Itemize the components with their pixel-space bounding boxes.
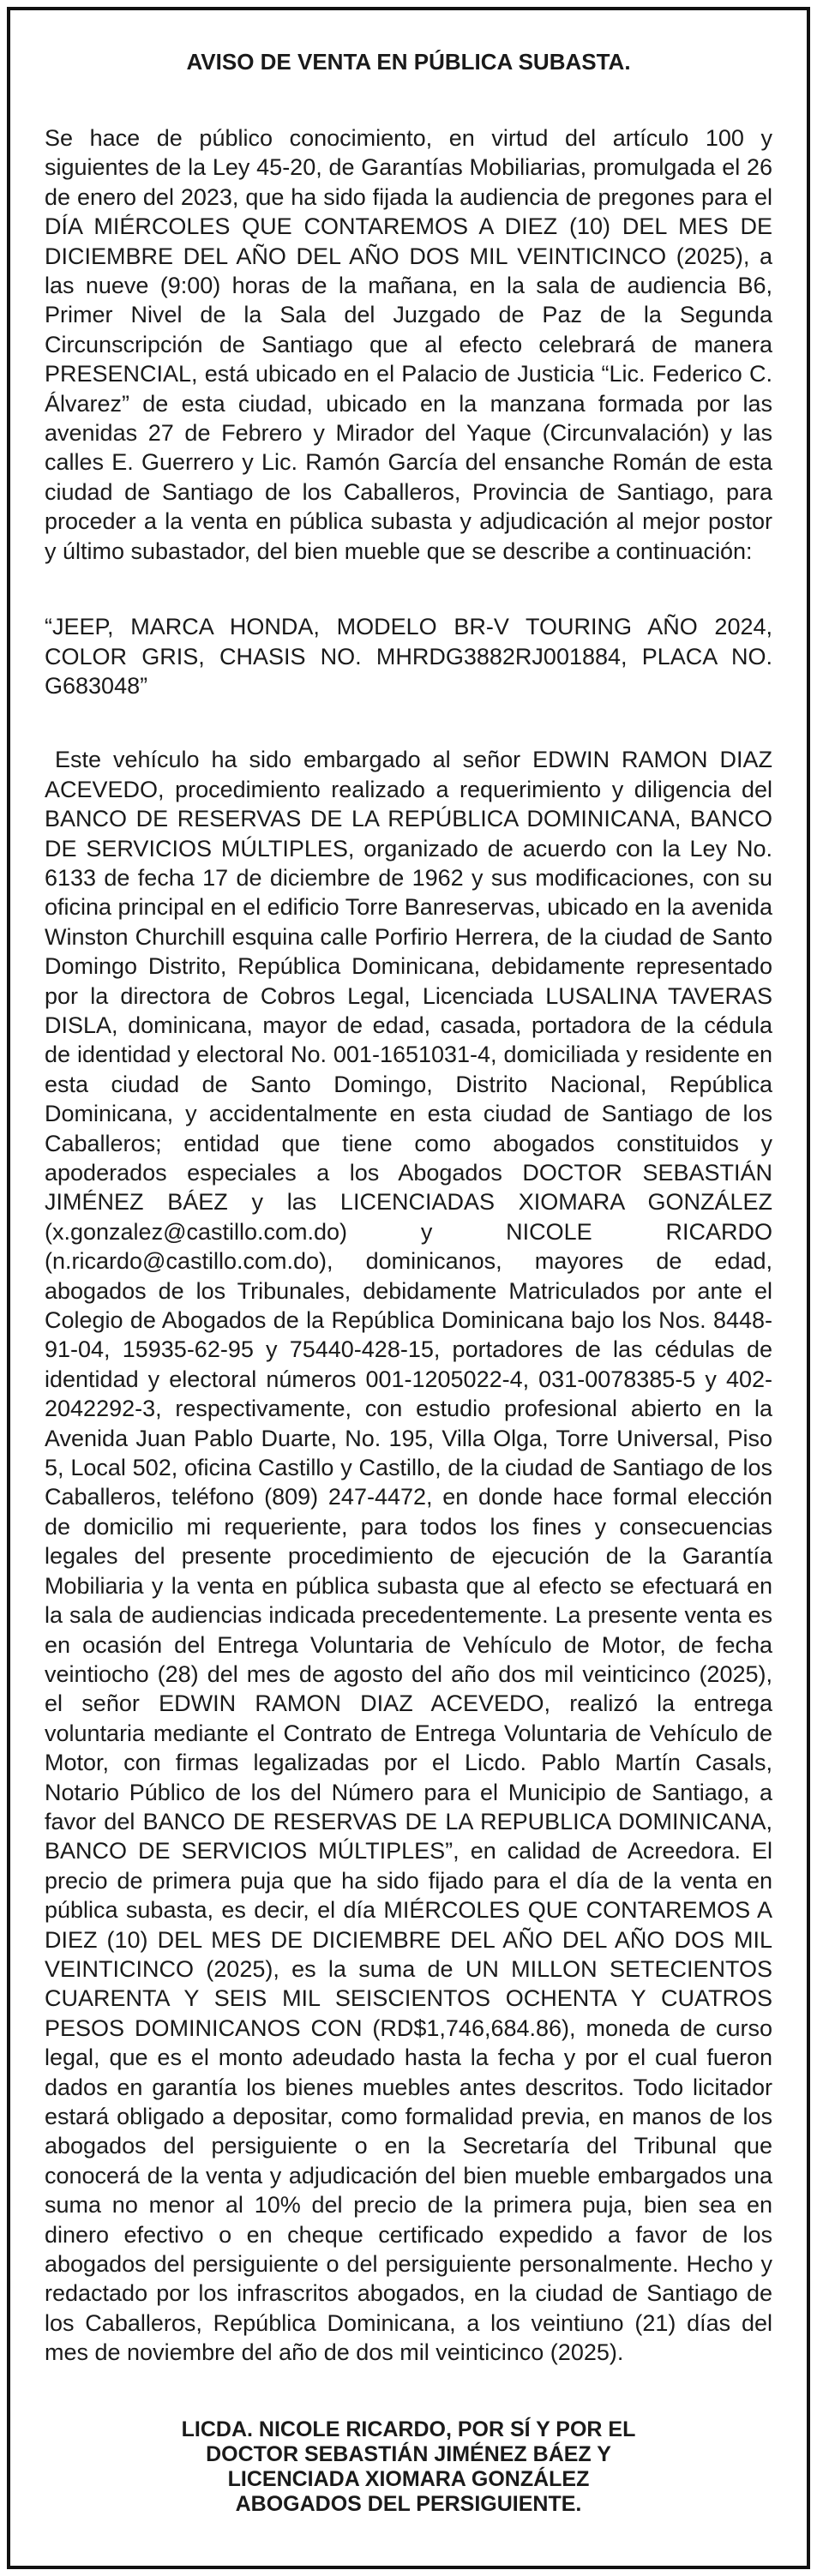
signature-line: DOCTOR SEBASTIÁN JIMÉNEZ BÁEZ Y — [206, 2441, 611, 2466]
signature-line: LICENCIADA XIOMARA GONZÁLEZ — [227, 2466, 590, 2491]
notice-frame — [7, 7, 810, 2569]
signature-line: LICDA. NICOLE RICARDO, POR SÍ Y POR EL — [181, 2417, 636, 2441]
notice-paragraph-details: Este vehículo ha sido embargado al señor EDWIN RAMON DIAZ ACEVEDO, procedimiento realizado a requerimiento y diligencia del BANCO DE RESERVAS DE LA REPÚBLICA DOMINICANA, BANCO DE SERVICIOS MÚLTIPLES, organizado de acuerdo con la Ley No. 6133 de fecha 17 de diciembre de 1962 y sus modificaciones, con su oficina principal en el edificio Torre Banreservas, ubicado en la avenida Winston Churchill esquina calle Porfirio Herrera, de la ciudad de Santo Domingo Distrito, República Dominicana, debidamente representado por la directora de Cobros Legal, Licenciada LUSALINA TAVERAS DISLA, dominicana, mayor de edad, casada, portadora de la cédula de identidad y electoral No. 001-1651031-4, domiciliada y residente en esta ciudad de Santo Domingo, Distrito Nacional, República Dominicana, y accidentalmente en esta ciudad de Santiago de los Caballeros; entidad que tiene como abogados constituidos y apoderados especiales a los Abogados DOCTOR SEBASTIÁN JIMÉNEZ BÁEZ y las LICENCIADAS XIOMARA GONZÁLEZ (x.gonzalez@castillo.com.do) y NICOLE RICARDO (n.ricardo@castillo.com.do), dominicanos, mayores de edad, abogados de los Tribunales, debidamente Matriculados por ante el Colegio de Abogados de la República Dominicana bajo los Nos. 8448-91-04, 15935-62-95 y 75440-428-15, portadores de las cédulas de identidad y electoral números 001-1205022-4, 031-0078385-5 y 402-2042292-3, respectivamente, con estudio profesional abierto en la Avenida Juan Pablo Duarte, No. 195, Villa Olga, Torre Universal, Piso 5, Local 502, oficina Castillo y Castillo, de la ciudad de Santiago de los Caballeros, teléfono (809) 247-4472, en donde hace formal elección de domicilio mi requeriente, para todos los fines y consecuencias legales del presente procedimiento de ejecución de la Garantía Mobiliaria y la venta en pública subasta que al efecto se efectuará en la sala de audiencias indicada precedentemente. La presente venta es en ocasión del Entrega Voluntaria de Vehículo de Motor, de fecha veintiocho (28) del mes de agosto del año dos mil veinticinco (2025), el señor EDWIN RAMON DIAZ ACEVEDO, realizó la entrega voluntaria mediante el Contrato de Entrega Voluntaria de Vehículo de Motor, con firmas legalizadas por el Licdo. Pablo Martín Casals, Notario Público de los del Número para el Municipio de Santiago, a favor del BANCO DE RESERVAS DE LA REPUBLICA DOMINICANA, BANCO DE SERVICIOS MÚLTIPLES”, en calidad de Acreedora. El precio de primera puja que ha sido fijado para el día de la venta en pública subasta, es decir, el día MIÉRCOLES QUE CONTAREMOS A DIEZ (10) DEL MES DE DICIEMBRE DEL AÑO DEL AÑO DOS MIL VEINTICINCO (2025), es la suma de UN MILLON SETECIENTOS CUARENTA Y SEIS MIL SEISCIENTOS OCHENTA Y CUATROS PESOS DOMINICANOS CON (RD$1,746,684.86), moneda de curso legal, que es el monto adeudado hasta la fecha y por el cual fueron dados en garantía los bienes muebles antes descritos. Todo licitador estará obligado a depositar, como formalidad previa, en manos de los abogados del persiguiente o en la Secretaría del Tribunal que conocerá de la venta y adjudicación del bien mueble embargados una suma no menor al 10% del precio de la primera puja, bien sea en dinero efectivo o en cheque certificado expedido a favor de los abogados del persiguiente o del persiguiente personalmente. Hecho y redactado por los infrascritos abogados, en la ciudad de Santiago de los Caballeros, República Dominicana, a los veintiuno (21) días del mes de noviembre del año de dos mil veinticinco (2025). — [45, 747, 773, 2366]
notice-title: AVISO DE VENTA EN PÚBLICA SUBASTA. — [186, 49, 631, 75]
signature-block — [45, 2417, 772, 2517]
notice-paragraph-vehicle: “JEEP, MARCA HONDA, MODELO BR-V TOURING AÑO 2024, COLOR GRIS, CHASIS NO. MHRDG3882RJ001884, PLACA NO. G683048” — [45, 614, 772, 699]
signature-line: ABOGADOS DEL PERSIGUIENTE. — [235, 2491, 582, 2516]
notice-paragraph-hearing: Se hace de público conocimiento, en virtud del artículo 100 y siguientes de la Ley 45-20, de Garantías Mobiliarias, promulgada el 26 de enero del 2023, que ha sido fijada la audiencia de pregones para el DÍA MIÉRCOLES QUE CONTAREMOS A DIEZ (10) DEL MES DE DICIEMBRE DEL AÑO DEL AÑO DOS MIL VEINTICINCO (2025), a las nueve (9:00) horas de la mañana, en la sala de audiencia B6, Primer Nivel de la Sala del Juzgado de Paz de la Segunda Circunscripción de Santiago que al efecto celebrará de manera PRESENCIAL, está ubicado en el Palacio de Justicia “Lic. Federico C. Álvarez” de esta ciudad, ubicado en la manzana formada por las avenidas 27 de Febrero y Mirador del Yaque (Circunvalación) y las calles E. Guerrero y Lic. Ramón García del ensanche Román de esta ciudad de Santiago de los Caballeros, Provincia de Santiago, para proceder a la venta en pública subasta y adjudicación al mejor postor y último subastador, del bien mueble que se describe a continuación: — [45, 125, 772, 564]
